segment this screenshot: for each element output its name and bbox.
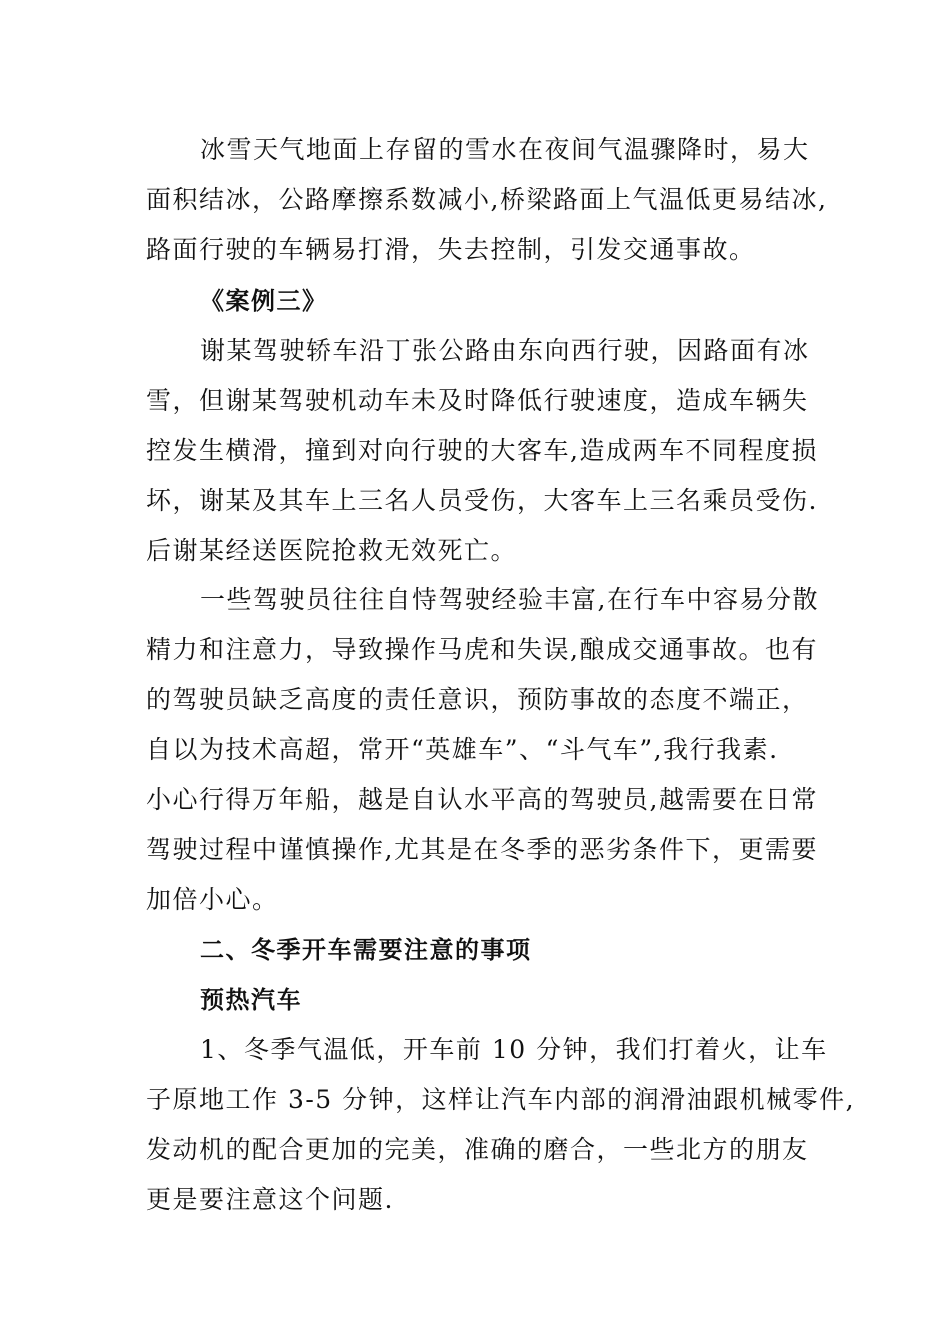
paragraph-line: 小心行得万年船，越是自认水平高的驾驶员,越需要在日常 [146,785,818,814]
paragraph-line: 一些驾驶员往往自恃驾驶经验丰富,在行车中容易分散 [200,585,819,614]
paragraph-line: 的驾驶员缺乏高度的责任意识，预防事故的态度不端正， [146,685,809,714]
paragraph-line: 面积结冰，公路摩擦系数减小,桥梁路面上气温低更易结冰, [146,185,828,214]
paragraph-line: 精力和注意力，导致操作马虎和失误,酿成交通事故。也有 [146,635,818,664]
paragraph-line: 子原地工作 3-5 分钟，这样让汽车内部的润滑油跟机械零件, [146,1085,856,1114]
paragraph-line: 后谢某经送医院抢救无效死亡。 [146,536,518,565]
paragraph-line: 发动机的配合更加的完美，准确的磨合，一些北方的朋友 [146,1135,809,1164]
paragraph-line: 加倍小心。 [146,885,279,914]
paragraph-line: 1、冬季气温低，开车前 10 分钟，我们打着火，让车 [200,1035,828,1064]
paragraph-line: 冰雪天气地面上存留的雪水在夜间气温骤降时，易大 [200,135,810,164]
paragraph-line: 谢某驾驶轿车沿丁张公路由东向西行驶，因路面有冰 [200,336,810,365]
paragraph-line: 控发生横滑，撞到对向行驶的大客车,造成两车不同程度损 [146,436,818,465]
paragraph-line: 路面行驶的车辆易打滑，失去控制，引发交通事故。 [146,235,756,264]
paragraph-line: 驾驶过程中谨慎操作,尤其是在冬季的恶劣条件下，更需要 [146,835,818,864]
paragraph-line: 自以为技术高超，常开“英雄车”、“斗气车”,我行我素. [146,735,779,764]
sub-heading: 预热汽车 [200,986,302,1014]
case-heading: 《案例三》 [200,287,328,315]
section-heading: 二、冬季开车需要注意的事项 [200,936,532,964]
paragraph-line: 坏，谢某及其车上三名人员受伤，大客车上三名乘员受伤. [146,486,818,515]
paragraph-line: 雪，但谢某驾驶机动车未及时降低行驶速度，造成车辆失 [146,386,809,415]
paragraph-line: 更是要注意这个问题. [146,1185,394,1214]
